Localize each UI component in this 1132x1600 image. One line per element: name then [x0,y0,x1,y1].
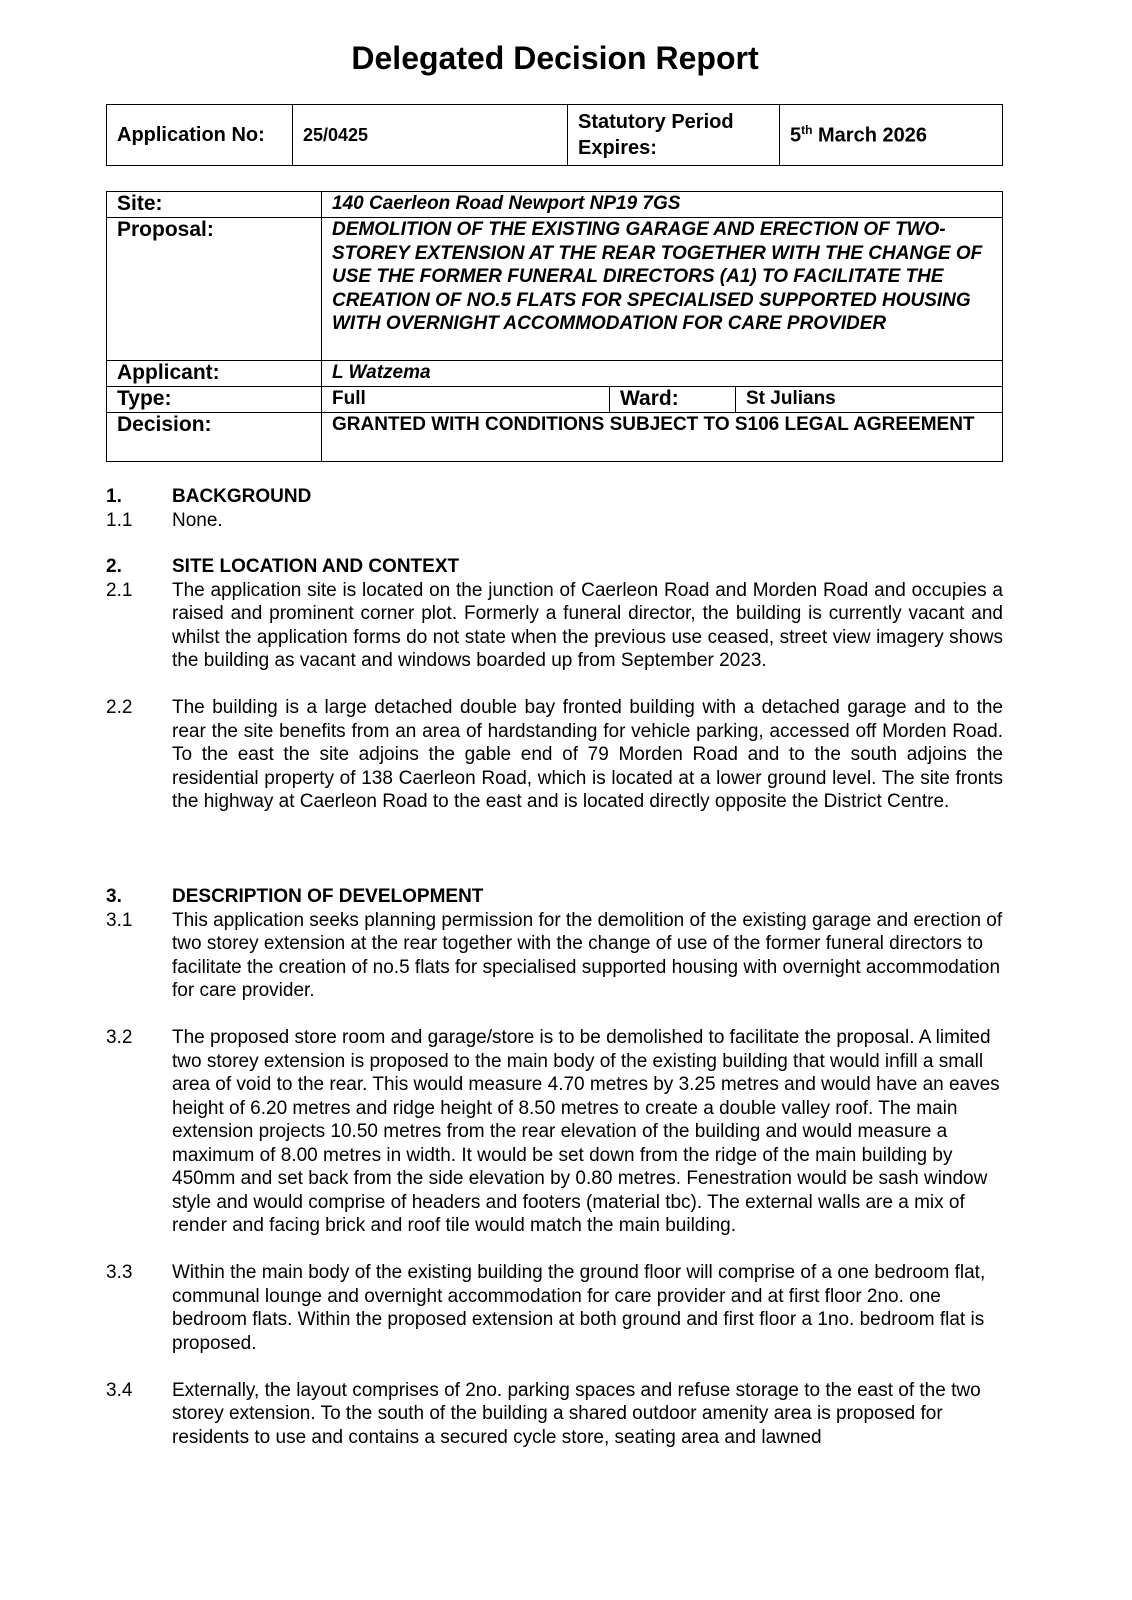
para-number: 3.1 [106,909,133,931]
para-number: 3.2 [106,1027,133,1048]
para-text: Within the main body of the existing building the ground floor will comprise of a one bedroom flat, communal lounge and overnight accommodation for care provider and at first floor 2no. one bedroom flats. Within the proposed extension at both ground and first floor a 1no. bedroom flat is proposed. [172,1262,986,1354]
ward-value: St Julians [736,387,1003,413]
para-number: 3.4 [106,1379,133,1401]
para-text: The building is a large detached double bay fronted building with a detached garage and to the rear the site benefits from an area of hardstanding for vehicle parking, accessed off Morden Road. To the east the site adjoins the gable end of 79 Morden Road and to the south adjoins the residential property of 138 Caerleon Road, which is located at a lower ground level. The site fronts the highway at Caerleon Road to the east and is located directly opposite the District Centre. [172,697,1003,812]
site-value: 140 Caerleon Road Newport NP19 7GS [322,192,1003,218]
section-heading: DESCRIPTION OF DEVELOPMENT [172,886,484,907]
section-background [106,485,1003,532]
para-text: The proposed store room and garage/store is to be demolished to facilitate the proposal. A limited two storey extension is proposed to the main body of the existing building that would infill a small area of void to the rear. This would measure 4.70 metres by 3.25 metres and would have an eaves height of 6.20 metres and ridge height of 8.50 metres to create a double valley roof. The main extension projects 10.50 metres from the rear elevation of the building and would measure a maximum of 8.00 metres in width. It would be set down from the ridge of the main building by 450mm and set back from the side elevation by 0.80 metres. Fenestration would be sash window style and would comprise of headers and footers (material tbc). The external walls are a mix of render and facing brick and roof tile would match the main building. [172,1027,1000,1236]
section-site-location [106,555,1003,814]
section-description [106,885,1003,1449]
para-number: 2.2 [106,697,133,718]
para-text: This application seeks planning permission for the demolition of the existing garage and erection of two storey extension at the rear together with the change of use of the former funeral directors to facilitate the creation of no.5 flats for specialised supported housing with overnight accommodation for care provider. [172,909,1003,1001]
type-label: Type: [107,387,322,413]
section-number: 3. [106,886,122,907]
statutory-period-date: 5th March 2026 [780,105,1003,166]
para-number: 1.1 [106,509,133,531]
proposal-value: DEMOLITION OF THE EXISTING GARAGE AND ERECTION OF TWO-STOREY EXTENSION AT THE REAR TOGETHER WITH THE CHANGE OF USE THE FORMER FUNERAL DIRECTORS (A1) TO FACILITATE THE CREATION OF NO.5 FLATS FOR SPECIALISED SUPPORTED HOUSING WITH OVERNIGHT ACCOMMODATION FOR CARE PROVIDER [322,218,1003,361]
decision-label: Decision: [107,413,322,462]
para-text: None. [172,509,223,531]
decision-value: GRANTED WITH CONDITIONS SUBJECT TO S106 LEGAL AGREEMENT [322,413,1003,462]
para-number: 2.1 [106,579,133,601]
applicant-value: L Watzema [322,361,1003,387]
application-no-label: Application No: [107,105,293,166]
section-heading: BACKGROUND [172,486,312,507]
proposal-label: Proposal: [107,218,322,361]
para-text: The application site is located on the junction of Caerleon Road and Morden Road and occupies a raised and prominent corner plot. Formerly a funeral director, the building is currently vacant and whilst the application forms do not state when the previous use ceased, street view imagery shows the building as vacant and windows boarded up from September 2023. [172,579,1003,671]
statutory-period-label: Statutory Period Expires: [568,105,780,166]
site-label: Site: [107,192,322,218]
type-value: Full [322,387,610,413]
section-number: 2. [106,556,122,577]
section-heading: SITE LOCATION AND CONTEXT [172,556,460,577]
application-details-table [106,191,1003,462]
application-no: 25/0425 [293,105,568,166]
para-text: Externally, the layout comprises of 2no. parking spaces and refuse storage to the east of the two storey extension. To the south of the building a shared outdoor amenity area is proposed for residents to use and contains a secured cycle store, seating area and lawned [172,1379,981,1448]
para-number: 3.3 [106,1262,133,1283]
page-title: Delegated Decision Report [351,40,759,76]
section-number: 1. [106,486,122,507]
applicant-label: Applicant: [107,361,322,387]
ward-label: Ward: [610,387,736,413]
application-header-table [106,104,1003,166]
